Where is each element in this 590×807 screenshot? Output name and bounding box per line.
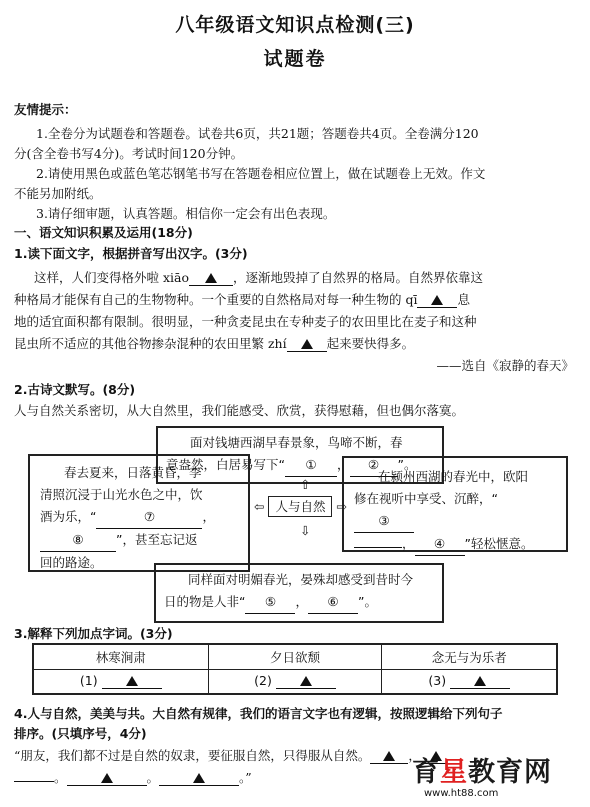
table-row	[33, 644, 557, 669]
blank-8[interactable]: ⑧	[40, 529, 116, 552]
poem-text: ”。	[358, 594, 377, 609]
blank-6[interactable]: ⑥	[308, 591, 358, 614]
watermark-logo: 育星教育网	[412, 757, 552, 788]
poem-line: ， ④ ”轻松惬意。	[354, 533, 556, 556]
q3-table	[32, 643, 558, 695]
q4-line1: “朋友，我们都不过是自然的奴隶，要征服自然，只得服从自然。 ，	[14, 746, 451, 764]
answer-marker-icon	[300, 676, 312, 686]
answer-blank[interactable]	[102, 673, 162, 689]
poem-box-bottom	[154, 563, 444, 623]
q1-text: 这样，人们变得格外啦 xiāo	[34, 270, 189, 285]
answer-marker-icon	[101, 773, 113, 783]
poem-box-right	[342, 456, 568, 552]
poem-text: 意盎然，白居易写下“	[166, 457, 285, 472]
blank-3[interactable]: ③	[354, 510, 414, 533]
q1-text: 息	[457, 292, 470, 307]
q1-text: ，逐渐地毁掉了自然界的格局。自然界依靠这	[233, 270, 484, 285]
poem-line: 意盎然，白居易写下“ ① ， ② ”。	[166, 454, 434, 477]
answer-blank[interactable]	[189, 270, 233, 286]
poem-text: ”。	[397, 457, 417, 472]
page-subtitle: 试题卷	[263, 48, 327, 70]
watermark-url: www.ht88.com	[424, 788, 499, 799]
section-heading: 一、语文知识积累及运用(18分)	[14, 225, 193, 240]
poem-line: 同样面对明媚春光，晏殊却感受到昔时今	[188, 572, 414, 587]
answer-cell[interactable]	[33, 669, 208, 694]
notice-line: 分(含全卷书写4分)。考试时间120分钟。	[14, 146, 244, 161]
arrow-right-icon: ⇨	[336, 499, 347, 514]
answer-number: (3)	[428, 673, 447, 689]
poem-line: 回的路途。	[40, 555, 103, 570]
poem-line	[354, 488, 556, 533]
answer-marker-icon	[474, 676, 486, 686]
poem-text: 修在视听中享受、沉醉，“	[354, 491, 498, 506]
blank-4[interactable]: ④	[415, 533, 465, 556]
q1-line2	[14, 290, 470, 308]
q3-title: 3.解释下列加点字词。(3分)	[14, 626, 173, 641]
notice-line: 2.请使用黑色或蓝色笔芯钢笔书写在答题卷相应位置上，做在试题卷上无效。作文	[36, 166, 486, 181]
q1-line4	[14, 334, 414, 352]
answer-cell[interactable]	[382, 669, 557, 694]
poem-line	[40, 529, 238, 552]
table-header: 夕日欲颓	[208, 644, 382, 669]
table-row	[33, 669, 557, 694]
blank-7[interactable]: ⑦	[96, 506, 202, 529]
q2-intro: 人与自然关系密切，从大自然里，我们能感受、欣赏，获得慰藉，但也偶尔落寞。	[14, 403, 465, 418]
answer-blank[interactable]	[450, 673, 510, 689]
blank-5[interactable]: ⑤	[245, 591, 295, 614]
q4-text: 。”	[239, 770, 252, 785]
poem-line: 清照沉浸于山光水色之中，饮	[40, 487, 203, 502]
arrow-up-icon: ⇧	[300, 477, 311, 492]
poem-box-left	[28, 454, 250, 572]
q4-title-2: 排序。(只填序号，4分)	[14, 726, 147, 741]
answer-marker-icon	[193, 773, 205, 783]
answer-blank[interactable]	[14, 781, 54, 782]
q1-source: ——选自《寂静的春天》	[436, 358, 574, 373]
answer-cell[interactable]	[208, 669, 382, 694]
answer-marker-icon	[431, 295, 443, 305]
notice-line: 1.全卷分为试题卷和答题卷。试卷共6页，共21题；答题卷共4页。全卷满分120	[36, 126, 479, 141]
arrow-left-icon: ⇦	[254, 499, 265, 514]
answer-blank[interactable]	[287, 336, 327, 352]
poem-line: 日的物是人非“ ⑤ ， ⑥ ”。	[164, 591, 434, 614]
table-header: 林寒涧肃	[33, 644, 208, 669]
q4-line2: 。 。 。”	[14, 768, 252, 786]
q4-text: “朋友，我们都不过是自然的奴隶，要征服自然，只得服从自然。	[14, 748, 371, 763]
q1-text: 昆虫所不适应的其他谷物掺杂混种的农田里繁 zhí	[14, 336, 287, 351]
q1-line1	[34, 268, 483, 286]
answer-marker-icon	[383, 751, 395, 761]
poem-line: 酒为乐，“ ⑦ ，	[40, 506, 238, 529]
answer-blank[interactable]	[370, 748, 408, 764]
poem-text: 日的物是人非“	[164, 594, 246, 609]
blank-1[interactable]: ①	[285, 454, 337, 477]
poem-line: 面对钱塘西湖早春景象，鸟啼不断，春	[190, 435, 403, 450]
blank-2[interactable]: ②	[350, 454, 398, 477]
q1-title: 1.读下面文字，根据拼音写出汉字。(3分)	[14, 246, 248, 261]
answer-number: (2)	[254, 673, 272, 689]
notice-heading: 友情提示：	[14, 102, 77, 117]
poem-text: 酒为乐，“	[40, 509, 97, 524]
answer-blank[interactable]	[417, 292, 457, 308]
poem-line: 春去夏来，日落黄昏，李	[64, 465, 202, 480]
q2-title: 2.古诗文默写。(8分)	[14, 382, 136, 397]
answer-marker-icon	[126, 676, 138, 686]
q1-text: 种格局才能保有自己的生物物种。一个重要的自然格局对每一种生物的 qī	[14, 292, 418, 307]
notice-line: 3.请仔细审题，认真答题。相信你一定会有出色表现。	[36, 206, 336, 221]
answer-blank[interactable]	[67, 770, 147, 786]
poem-text: ”，甚至忘记返	[116, 532, 198, 547]
q4-title: 4.人与自然，美美与共。大自然有规律，我们的语言文字也有逻辑，按照逻辑给下列句子	[14, 706, 503, 721]
answer-marker-icon	[205, 273, 217, 283]
table-header: 念无与为乐者	[382, 644, 557, 669]
center-diagram	[254, 477, 347, 538]
center-label: 人与自然	[268, 496, 332, 517]
blank-3-cont[interactable]	[354, 547, 402, 548]
q1-line3: 地的适宜面积都有限制。很明显，一种贪麦昆虫在专种麦子的农田里比在麦子和这种	[14, 314, 477, 329]
poem-text: ”轻松惬意。	[464, 536, 534, 551]
answer-number: (1)	[79, 673, 98, 689]
answer-marker-icon	[301, 339, 313, 349]
answer-blank[interactable]	[276, 673, 336, 689]
q1-text: 起来要快得多。	[326, 336, 415, 351]
poem-line: 在颍州西湖的春光中，欧阳	[378, 469, 529, 484]
page-title: 八年级语文知识点检测(三)	[175, 14, 415, 36]
answer-blank[interactable]	[159, 770, 239, 786]
notice-line: 不能另加附纸。	[14, 186, 102, 201]
arrow-down-icon: ⇩	[300, 523, 311, 538]
